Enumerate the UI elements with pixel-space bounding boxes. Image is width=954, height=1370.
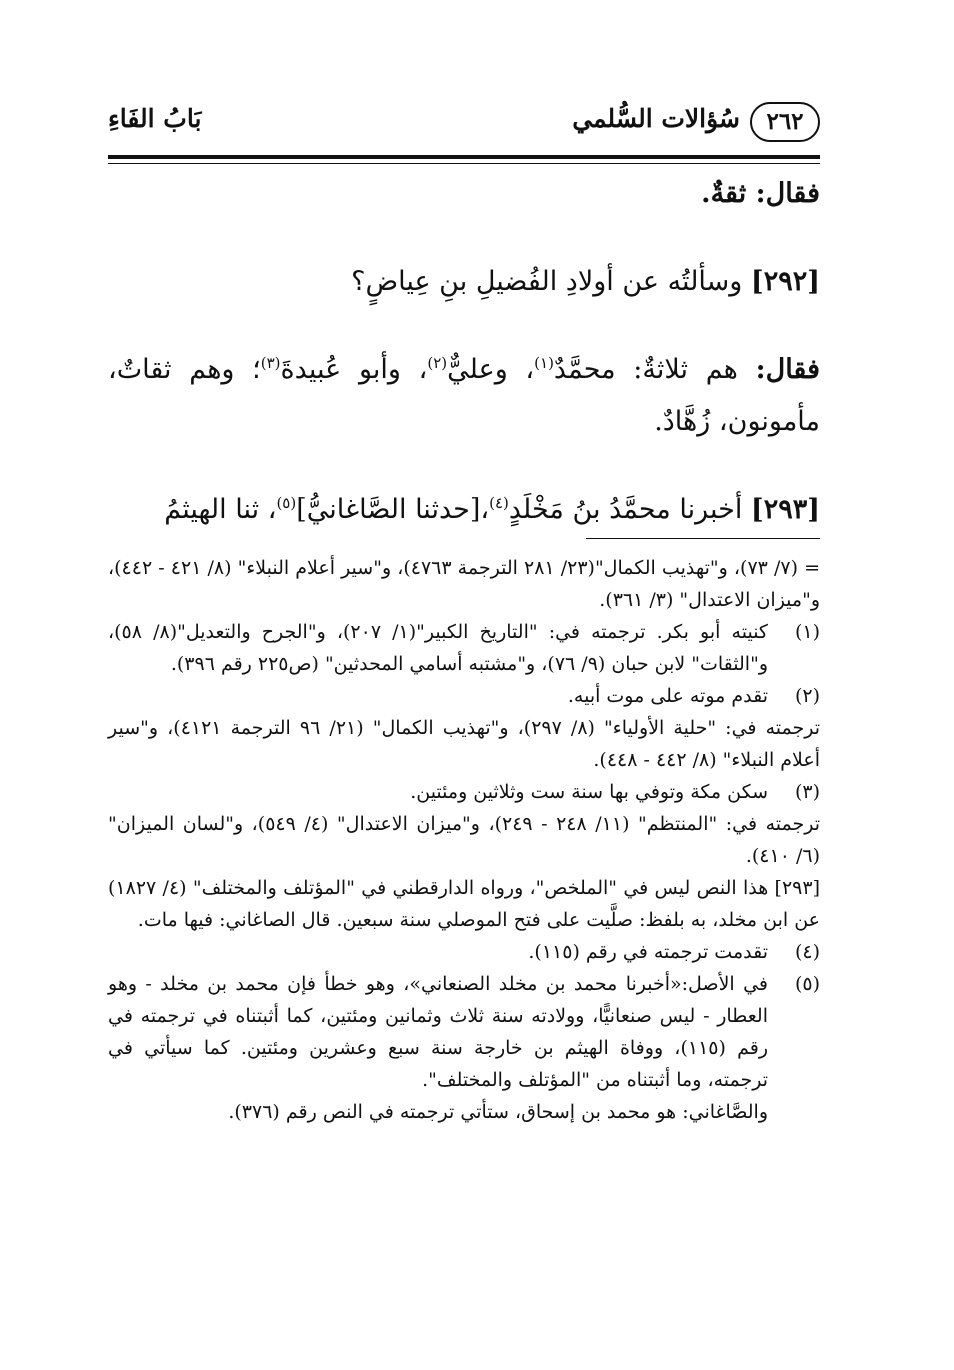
footnote-ref-1[interactable]: (١) [534, 354, 554, 372]
entry-number-293: [٢٩٣] [750, 494, 820, 525]
page-number-badge: ٢٦٢ [750, 102, 820, 142]
footnote-ref-3[interactable]: (٣) [260, 354, 281, 372]
footnote-4: (٤) تقدمت ترجمته في رقم (١١٥). [108, 936, 820, 968]
header-rule-thick [108, 155, 820, 159]
header-rule-thin [108, 163, 820, 164]
footnote-2: (٢) تقدم موته على موت أبيه. [108, 680, 820, 712]
footnote-1: (١) كنيته أبو بكر. ترجمته في: "التاريخ الكبير"(١/ ٢٠٧)، و"الجرح والتعديل"(٨/ ٥٨)، و"الثقات" لابن حبان (٩/ ٧٦)، و"مشتبه أسامي المحدثين" (ص٢٢٥ رقم ٣٩٦). [108, 616, 820, 680]
footnote-marker-5: (٥) [794, 973, 820, 995]
footnote-ref-5[interactable]: (٥) [276, 494, 297, 512]
footnote-ref-4[interactable]: (٤) [489, 494, 509, 512]
main-text [108, 168, 820, 536]
footnote-293: [٢٩٣] هذا النص ليس في "الملخص"، ورواه الدارقطني في "المؤتلف والمختلف" (٤/ ١٨٢٧) عن ابن مخلد، به بلفظ: صلَّيت على فتح الموصلي سنة سبعين. قال الصاغاني: فيها مات. [108, 877, 820, 931]
answer-292-lead: فقال: [755, 354, 820, 385]
footnote-marker-1: (١) [794, 621, 820, 643]
footnote-marker-2: (٢) [794, 685, 820, 707]
footnotes [108, 552, 820, 1128]
answer-line: فقال: ثقةٌ. [701, 178, 820, 209]
entry-293: [٢٩٣] أخبرنا محمَّدُ بنُ مَخْلَدٍ$^{(٤)}$،[حدثنا الصَّاغانيُّ]$^{(٥)}$، ثنا الهيثمُ [164, 494, 820, 525]
footnote-marker-3: (٣) [794, 781, 820, 803]
footnote-marker-4: (٤) [794, 941, 820, 963]
footnote-5: (٥) في الأصل:«أخبرنا محمد بن مخلد الصنعاني»، وهو خطأ فإن محمد بن مخلد - وهو العطار - ليس صنعانيًّا، وولادته سنة ثلاث وثمانين ومئتين، كما أثبتناه في ترجمته في رقم (١١٥)، ووفاة الهيثم بن خارجة سنة سبع وعشرين ومئتين. كما سيأتي في ترجمته، وما أثبتناه من "المؤتلف والمختلف". والصَّاغاني: هو محمد بن إسحاق، ستأتي ترجمته في النص رقم (٣٧٦). [108, 968, 820, 1128]
chapter-title: بَابُ الفَاءِ [108, 104, 202, 133]
footnote-3: (٣) سكن مكة وتوفي بها سنة ست وثلاثين ومئتين. [108, 776, 820, 808]
question-292-text: وسألتُه عن أولادِ الفُضيلِ بنِ عِياضٍ؟ [351, 266, 743, 297]
answer-292: فقال: هم ثلاثةٌ: محمَّدٌ$^{(١)}$، وعليٌّ$^{(٢)}$، وأبو عُبيدةَ$^{(٣)}$؛ وهم ثقاتٌ، مأمونون، زُهَّادٌ. [108, 354, 820, 437]
entry-number-292: [٢٩٢] [750, 266, 820, 297]
book-title: سُؤالات السُّلمي [572, 104, 740, 133]
question-292 [108, 256, 820, 308]
footnote-ref-2[interactable]: (٢) [427, 354, 448, 372]
footnote-carryover: = (٧/ ٧٣)، و"تهذيب الكمال"(٢٣/ ٢٨١ الترجمة ٤٧٦٣)، و"سير أعلام النبلاء" (٨/ ٤٢١ - ٤٤٢)، و"ميزان الاعتدال" (٣/ ٣٦١). [108, 557, 821, 611]
footnote-marker-293: [٢٩٣] [774, 877, 820, 899]
footnote-2-sources: ترجمته في: "حلية الأولياء" (٨/ ٢٩٧)، و"تهذيب الكمال" (٢١/ ٩٦ الترجمة ٤١٢١)، و"سير أعلام النبلاء" (٨/ ٤٤٢ - ٤٤٨). [108, 717, 821, 771]
footnote-3-sources: ترجمته في: "المنتظم" (١١/ ٢٤٨ - ٢٤٩)، و"ميزان الاعتدال" (٤/ ٥٤٩)، و"لسان الميزان" (٦/ ٤١٠). [108, 813, 820, 867]
footnote-separator [586, 538, 820, 539]
page-header [108, 100, 820, 150]
